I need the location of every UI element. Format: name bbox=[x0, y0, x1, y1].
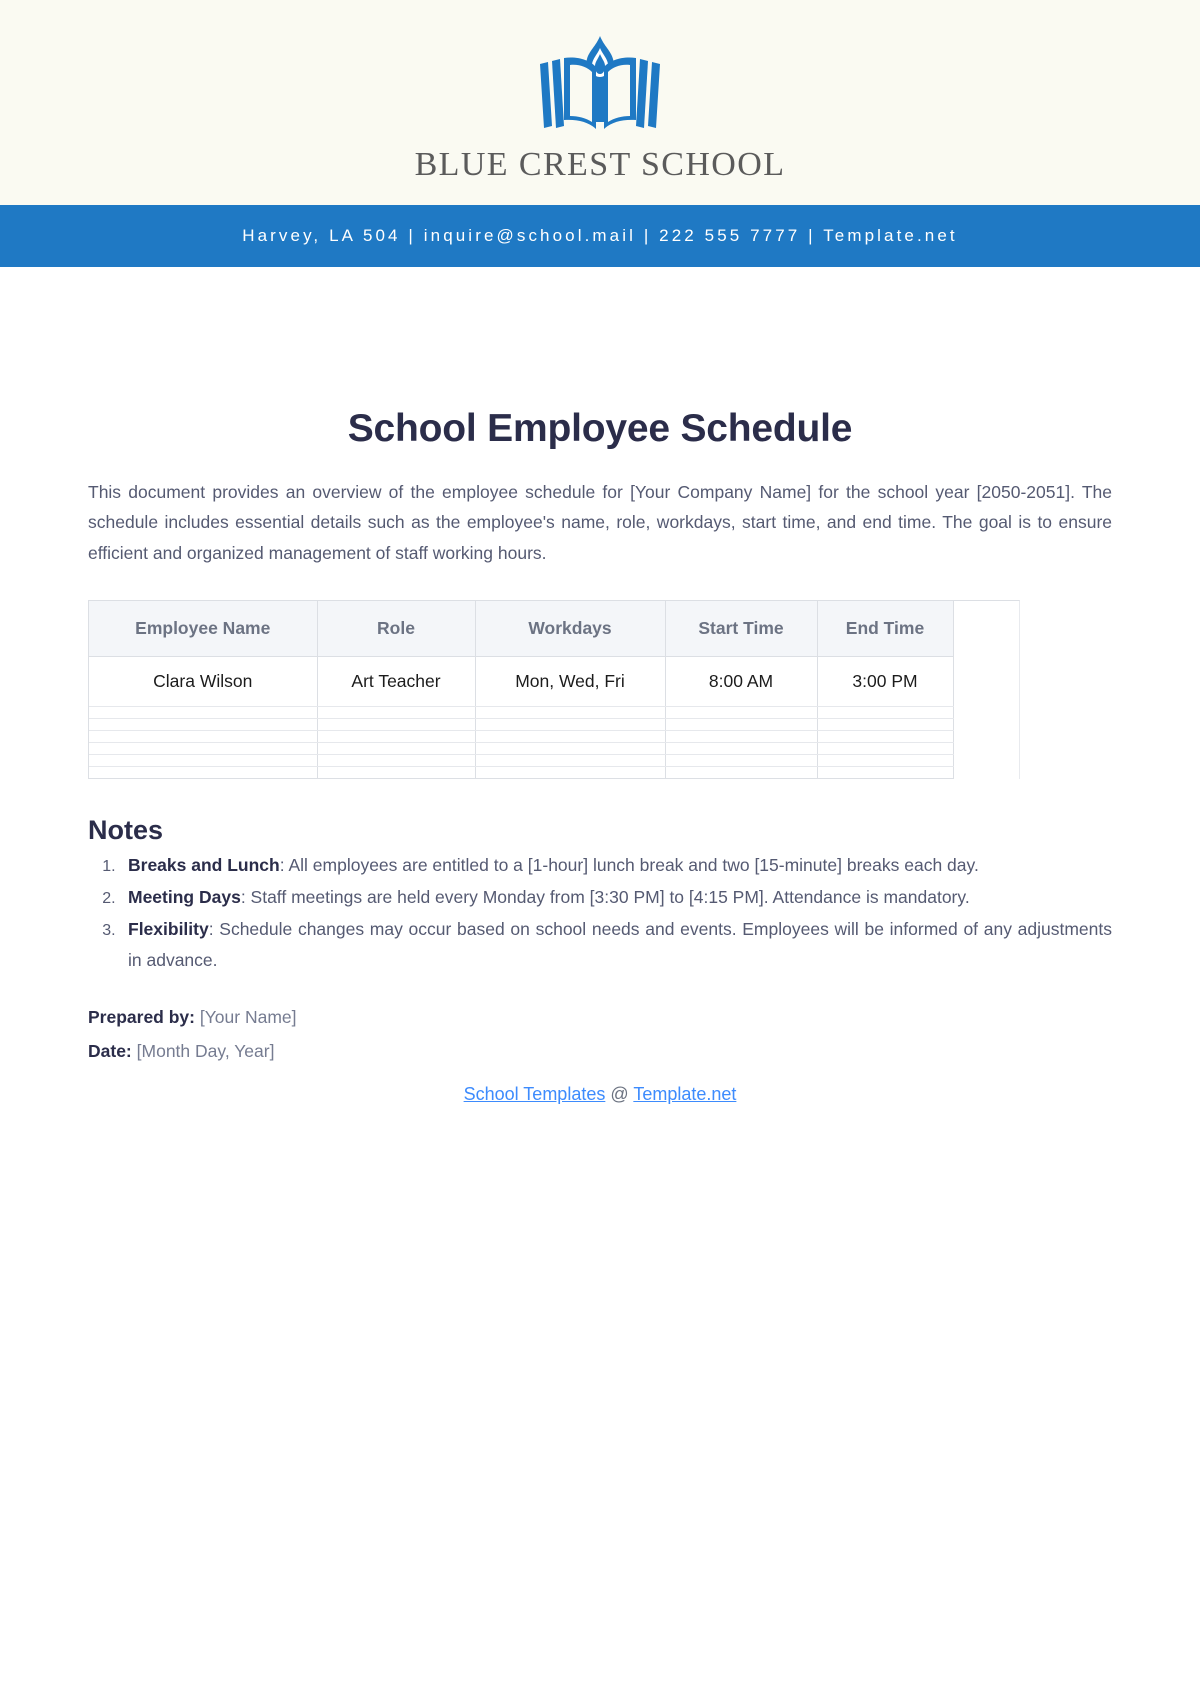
table-row[interactable] bbox=[89, 766, 1019, 778]
cell-spacer bbox=[953, 656, 1019, 706]
cell-spacer bbox=[953, 706, 1019, 718]
letterhead-header bbox=[0, 0, 1200, 205]
cell-spacer bbox=[953, 718, 1019, 730]
cell-start-time[interactable]: 8:00 AM bbox=[665, 656, 817, 706]
cell-workdays[interactable] bbox=[475, 730, 665, 742]
table-row[interactable] bbox=[89, 656, 1019, 706]
prepared-by-value[interactable]: [Your Name] bbox=[199, 1006, 297, 1027]
school-templates-link[interactable]: School Templates bbox=[463, 1084, 606, 1105]
cell-end-time[interactable] bbox=[817, 754, 953, 766]
notes-list bbox=[88, 850, 1112, 975]
date-value[interactable]: [Month Day, Year] bbox=[136, 1040, 275, 1061]
book-flame-logo-icon bbox=[532, 34, 668, 138]
table-row[interactable] bbox=[89, 754, 1019, 766]
school-name: BLUE CREST SCHOOL bbox=[414, 146, 786, 183]
column-header-spacer bbox=[953, 601, 1019, 657]
cell-role[interactable]: Art Teacher bbox=[317, 656, 475, 706]
list-item bbox=[120, 850, 1112, 880]
document-body bbox=[0, 267, 1200, 1105]
schedule-table-wrapper bbox=[88, 600, 1020, 779]
note-body: : Schedule changes may occur based on school needs and events. Employees will be informed of any adjustments in advance. bbox=[128, 919, 1112, 970]
cell-employee-name[interactable] bbox=[89, 766, 317, 778]
note-lead: Meeting Days bbox=[128, 887, 241, 908]
cell-spacer bbox=[953, 766, 1019, 778]
cell-end-time[interactable] bbox=[817, 730, 953, 742]
document-intro-paragraph: This document provides an overview of the employee schedule for [Your Company Name] for the school year [2050-2051]. The schedule includes essential details such as the employee's name, role, workdays, start time, and end time. The goal is to ensure efficient and organized management of staff working hours. bbox=[88, 482, 1112, 563]
cell-end-time[interactable] bbox=[817, 742, 953, 754]
cell-start-time[interactable] bbox=[665, 766, 817, 778]
signoff-block bbox=[88, 1001, 1112, 1069]
cell-start-time[interactable] bbox=[665, 718, 817, 730]
prepared-by-line bbox=[88, 1001, 1112, 1035]
column-header-role: Role bbox=[317, 601, 475, 657]
note-body: : All employees are entitled to a [1-hour] lunch break and two [15-minute] breaks each day. bbox=[279, 854, 979, 875]
cell-workdays[interactable] bbox=[475, 754, 665, 766]
table-header-row bbox=[89, 601, 1019, 657]
column-header-workdays: Workdays bbox=[475, 601, 665, 657]
table-row[interactable] bbox=[89, 730, 1019, 742]
notes-heading: Notes bbox=[88, 814, 164, 845]
cell-end-time[interactable]: 3:00 PM bbox=[817, 656, 953, 706]
note-body: : Staff meetings are held every Monday from [3:30 PM] to [4:15 PM]. Attendance is mandatory. bbox=[240, 887, 970, 908]
note-lead: Breaks and Lunch bbox=[128, 854, 280, 875]
cell-spacer bbox=[953, 730, 1019, 742]
cell-end-time[interactable] bbox=[817, 766, 953, 778]
cell-end-time[interactable] bbox=[817, 718, 953, 730]
date-label: Date: bbox=[88, 1040, 132, 1061]
cell-employee-name[interactable]: Clara Wilson bbox=[89, 656, 317, 706]
list-item bbox=[120, 882, 1112, 912]
prepared-by-label: Prepared by: bbox=[88, 1006, 195, 1027]
cell-spacer bbox=[953, 742, 1019, 754]
column-header-start-time: Start Time bbox=[665, 601, 817, 657]
column-header-employee-name: Employee Name bbox=[89, 601, 317, 657]
contact-info-text: Harvey, LA 504 | inquire@school.mail | 222 555 7777 | Template.net bbox=[242, 226, 958, 245]
cell-workdays[interactable]: Mon, Wed, Fri bbox=[475, 656, 665, 706]
cell-role[interactable] bbox=[317, 730, 475, 742]
cell-workdays[interactable] bbox=[475, 766, 665, 778]
footer-attribution bbox=[88, 1084, 1112, 1105]
cell-employee-name[interactable] bbox=[89, 754, 317, 766]
column-header-end-time: End Time bbox=[817, 601, 953, 657]
cell-employee-name[interactable] bbox=[89, 706, 317, 718]
note-lead: Flexibility bbox=[128, 919, 209, 940]
date-line bbox=[88, 1035, 1112, 1069]
cell-employee-name[interactable] bbox=[89, 718, 317, 730]
cell-employee-name[interactable] bbox=[89, 742, 317, 754]
cell-role[interactable] bbox=[317, 754, 475, 766]
cell-role[interactable] bbox=[317, 742, 475, 754]
cell-role[interactable] bbox=[317, 706, 475, 718]
template-net-link[interactable]: Template.net bbox=[633, 1084, 737, 1105]
cell-start-time[interactable] bbox=[665, 742, 817, 754]
schedule-table bbox=[89, 601, 1019, 779]
cell-end-time[interactable] bbox=[817, 706, 953, 718]
cell-role[interactable] bbox=[317, 766, 475, 778]
cell-workdays[interactable] bbox=[475, 742, 665, 754]
table-row[interactable] bbox=[89, 706, 1019, 718]
cell-workdays[interactable] bbox=[475, 718, 665, 730]
table-row[interactable] bbox=[89, 742, 1019, 754]
cell-start-time[interactable] bbox=[665, 706, 817, 718]
cell-start-time[interactable] bbox=[665, 754, 817, 766]
cell-employee-name[interactable] bbox=[89, 730, 317, 742]
cell-role[interactable] bbox=[317, 718, 475, 730]
cell-start-time[interactable] bbox=[665, 730, 817, 742]
footer-separator: @ bbox=[610, 1084, 629, 1105]
cell-spacer bbox=[953, 754, 1019, 766]
contact-bar bbox=[0, 205, 1200, 267]
table-row[interactable] bbox=[89, 718, 1019, 730]
list-item bbox=[120, 914, 1112, 975]
cell-workdays[interactable] bbox=[475, 706, 665, 718]
page-title: School Employee Schedule bbox=[347, 407, 853, 450]
